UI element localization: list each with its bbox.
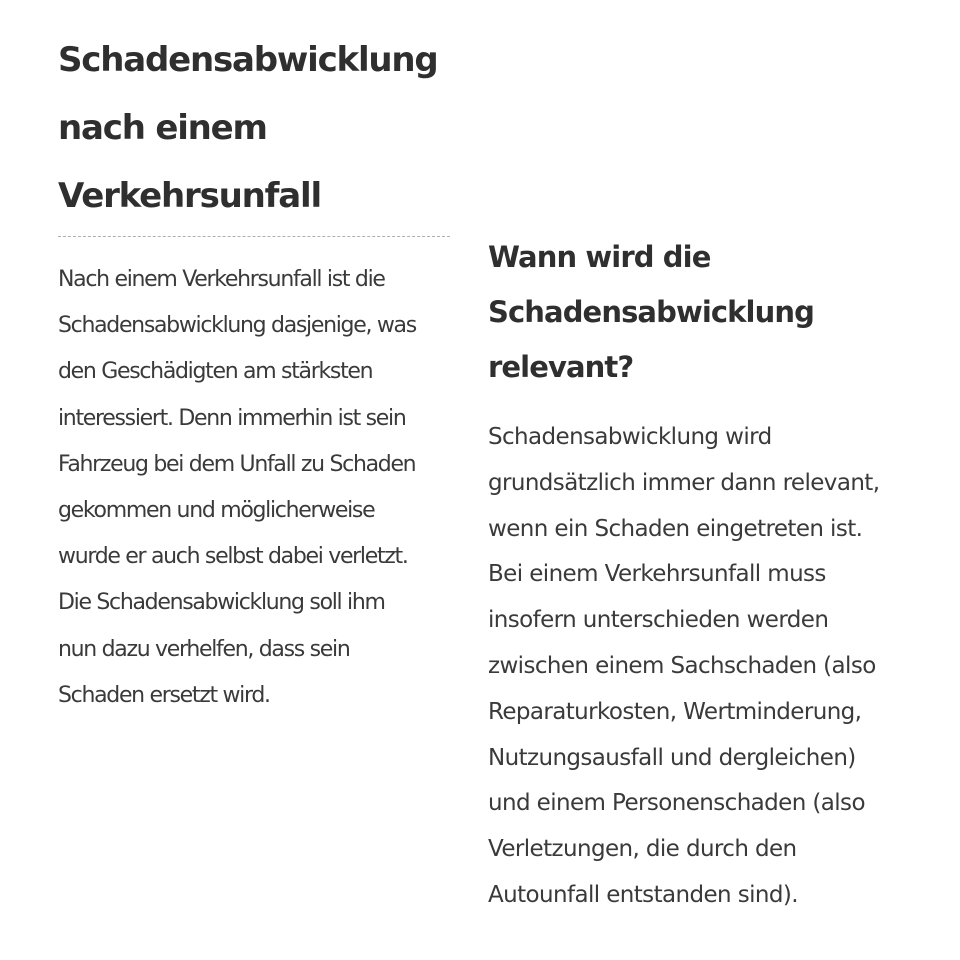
- section-paragraph-line: Verletzungen, die durch den: [488, 836, 797, 863]
- section-heading-line: Wann wird die: [488, 240, 711, 274]
- section-paragraph-line: zwischen einem Sachschaden (also: [488, 652, 876, 679]
- intro-paragraph: [58, 257, 450, 719]
- intro-paragraph-line: Die Schadensabwicklung soll ihm: [58, 590, 385, 616]
- dashed-divider: [58, 236, 450, 237]
- right-column: [488, 230, 928, 919]
- section-paragraph-line: wenn ein Schaden eingetreten ist.: [488, 515, 863, 542]
- intro-paragraph-line: Schadensabwicklung dasjenige, was: [58, 313, 416, 339]
- section-paragraph-line: Bei einem Verkehrsunfall muss: [488, 561, 826, 588]
- main-heading-line: nach einem: [58, 108, 267, 148]
- section-paragraph-line: insofern unterschieden werden: [488, 607, 829, 634]
- intro-paragraph-line: Nach einem Verkehrsunfall ist die: [58, 267, 385, 292]
- section-paragraph-line: Schadensabwicklung wird: [488, 424, 772, 450]
- section-heading: [488, 230, 928, 395]
- intro-paragraph-line: nun dazu verhelfen, dass sein: [58, 636, 350, 662]
- section-heading-line: Schadensabwicklung: [488, 295, 814, 329]
- left-column: [58, 26, 450, 719]
- section-paragraph-line: grundsätzlich immer dann relevant,: [488, 469, 880, 496]
- section-paragraph-line: Autounfall entstanden sind).: [488, 881, 798, 908]
- intro-paragraph-line: wurde er auch selbst dabei verletzt.: [58, 544, 408, 570]
- intro-paragraph-line: gekommen und möglicherweise: [58, 498, 375, 524]
- intro-paragraph-line: den Geschädigten am stärksten: [58, 359, 373, 385]
- main-heading: [58, 26, 450, 230]
- section-paragraph: [488, 415, 928, 919]
- intro-paragraph-line: Schaden ersetzt wird.: [58, 682, 270, 708]
- main-heading-line: Verkehrsunfall: [58, 176, 321, 216]
- section-paragraph-line: Reparaturkosten, Wertminderung,: [488, 698, 862, 725]
- intro-paragraph-line: interessiert. Denn immerhin ist sein: [58, 405, 406, 431]
- intro-paragraph-line: Fahrzeug bei dem Unfall zu Schaden: [58, 451, 416, 477]
- main-heading-line: Schadensabwicklung: [58, 40, 438, 80]
- section-paragraph-line: und einem Personenschaden (also: [488, 790, 865, 817]
- section-paragraph-line: Nutzungsausfall und dergleichen): [488, 744, 856, 771]
- section-heading-line: relevant?: [488, 350, 634, 384]
